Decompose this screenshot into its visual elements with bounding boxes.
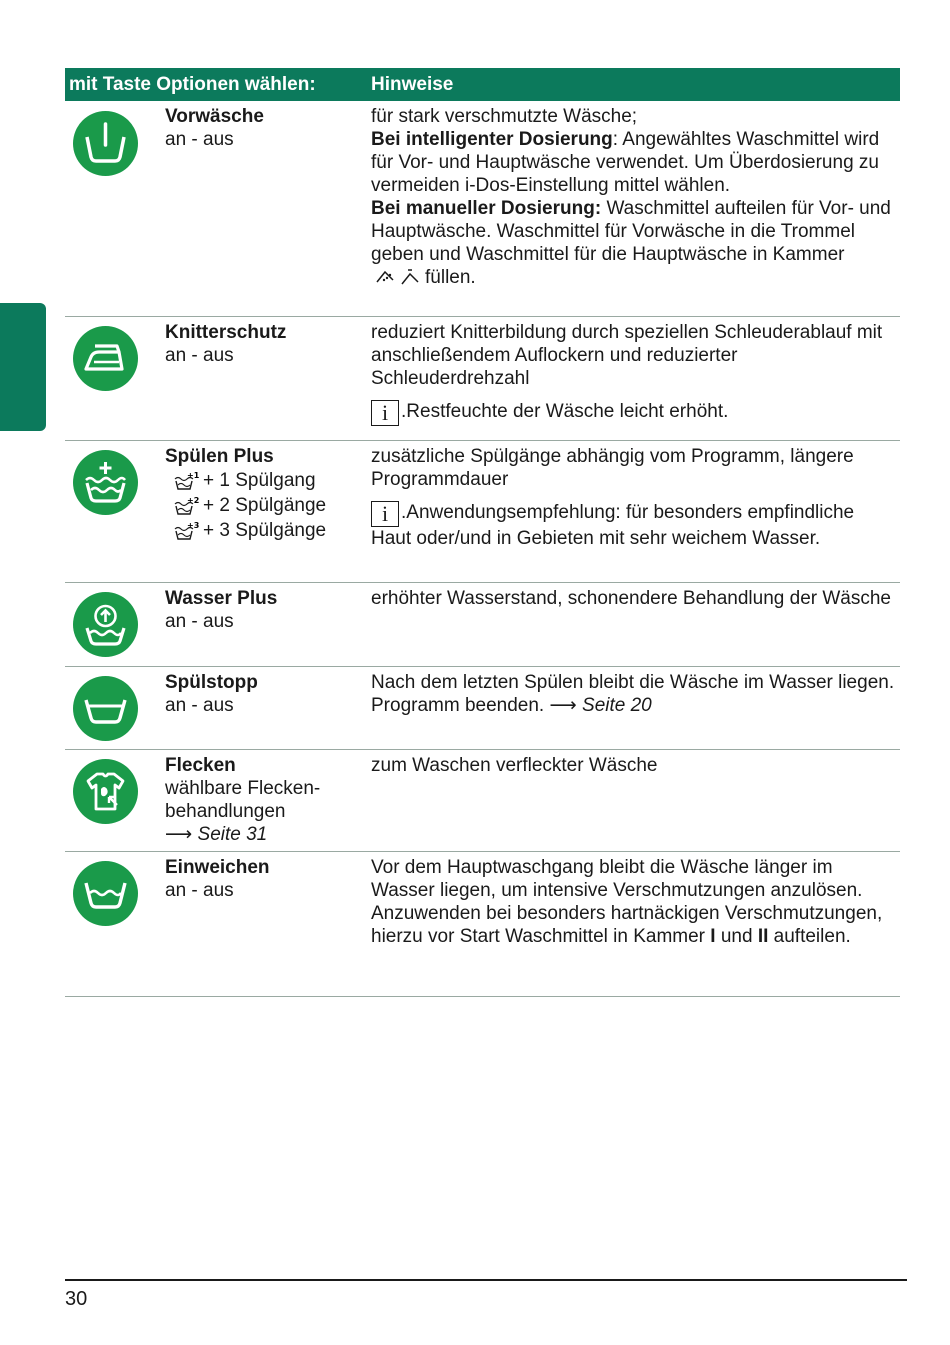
option-notes: erhöhter Wasserstand, schonendere Behandlung der Wäsche [371, 588, 891, 609]
info-icon: i [371, 400, 399, 426]
option-title: Vorwäsche [165, 106, 264, 127]
option-state: an - aus [165, 345, 234, 366]
iron-icon [73, 326, 138, 391]
rinse-plus-1-icon [173, 470, 200, 492]
rinse-plus-2-icon [173, 495, 200, 517]
options-table [65, 68, 900, 997]
svg-text:+2: +2 [187, 495, 200, 505]
table-row [65, 101, 900, 317]
rinse-plus-3-icon [173, 520, 200, 542]
option-state: an - aus [165, 880, 234, 901]
option-state: an - aus [165, 695, 234, 716]
header-notes: Hinweise [371, 73, 454, 95]
soak-icon [73, 861, 138, 926]
option-notes: zusätzliche Spülgänge abhängig vom Programm, längere Programmdauer i .Anwendungsempfehlung: für besonders empfindliche Haut oder/und in Gebieten mit sehr weichem Wasser. [371, 446, 855, 549]
table-row [65, 317, 900, 441]
option-notes: Vor dem Hauptwaschgang bleibt die Wäsche länger im Wasser liegen, um intensive Verschmutzungen anzulösen. Anzuwenden bei besonders hartnäckigen Verschmutzungen, hierzu vor Start Waschmittel in Kammer I und II aufteilen. [371, 857, 883, 947]
table-row [65, 441, 900, 583]
option-title: Knitterschutz [165, 322, 287, 343]
table-row [65, 583, 900, 667]
option-notes: reduziert Knitterbildung durch speziellen Schleuderablauf mit anschließendem Auflockern und reduzierter Schleuderdrehzahl i .Restfeuchte der Wäsche leicht erhöht. [371, 322, 883, 425]
rinse-option-2: +2 + 2 Spülgänge [173, 493, 371, 518]
svg-text:+3: +3 [187, 520, 200, 530]
option-notes: Nach dem letzten Spülen bleibt die Wäsche im Wasser liegen. Programm beenden. ⟶ Seite 20 [371, 672, 895, 716]
stain-icon [73, 759, 138, 824]
water-plus-icon [73, 592, 138, 657]
option-title: Flecken [165, 755, 236, 776]
prewash-icon [73, 111, 138, 176]
page-number: 30 [65, 1288, 88, 1310]
table-row [65, 667, 900, 750]
rinse-plus-icon [73, 450, 138, 515]
option-title: Einweichen [165, 857, 270, 878]
option-notes: für stark verschmutzte Wäsche; Bei intelligenter Dosierung: Angewähltes Waschmittel wird für Vor- und Hauptwäsche verwendet. Um Überdosierung zu vermeiden i-Dos-Einstellung mittel wählen. Bei manueller Dosierung: Waschmittel aufteilen für Vor- und Hauptwäsche. Waschmittel für Vorwäsche in die Trommel geben und Waschmittel für die Hauptwäsche in Kammerfüllen. [371, 101, 900, 316]
option-state: wählbare Flecken-behandlungen [165, 778, 321, 822]
header-options: mit Taste Optionen wählen: [69, 73, 316, 95]
info-icon: i [371, 501, 399, 527]
arrow-icon: ⟶ [549, 694, 577, 716]
page-reference: Seite 20 [582, 695, 652, 716]
footer-divider [65, 1279, 907, 1281]
option-title: Spülstopp [165, 672, 258, 693]
option-state: an - aus [165, 611, 234, 632]
rinse-option-1: +1 + 1 Spülgang [173, 468, 371, 493]
page-reference: Seite 31 [197, 824, 268, 845]
chapter-tab [0, 303, 46, 431]
option-title: Wasser Plus [165, 588, 278, 609]
table-header [65, 68, 900, 101]
option-state: an - aus [165, 129, 234, 150]
chamber-symbol-icon [375, 266, 421, 292]
arrow-icon: ⟶ [165, 823, 193, 845]
option-notes: zum Waschen verfleckter Wäsche [371, 755, 658, 776]
rinse-hold-icon [73, 676, 138, 741]
svg-text:+1: +1 [187, 470, 200, 480]
rinse-option-3: +3 + 3 Spülgänge [173, 518, 371, 543]
option-title: Spülen Plus [165, 446, 274, 467]
table-row [65, 750, 900, 852]
table-row [65, 852, 900, 997]
